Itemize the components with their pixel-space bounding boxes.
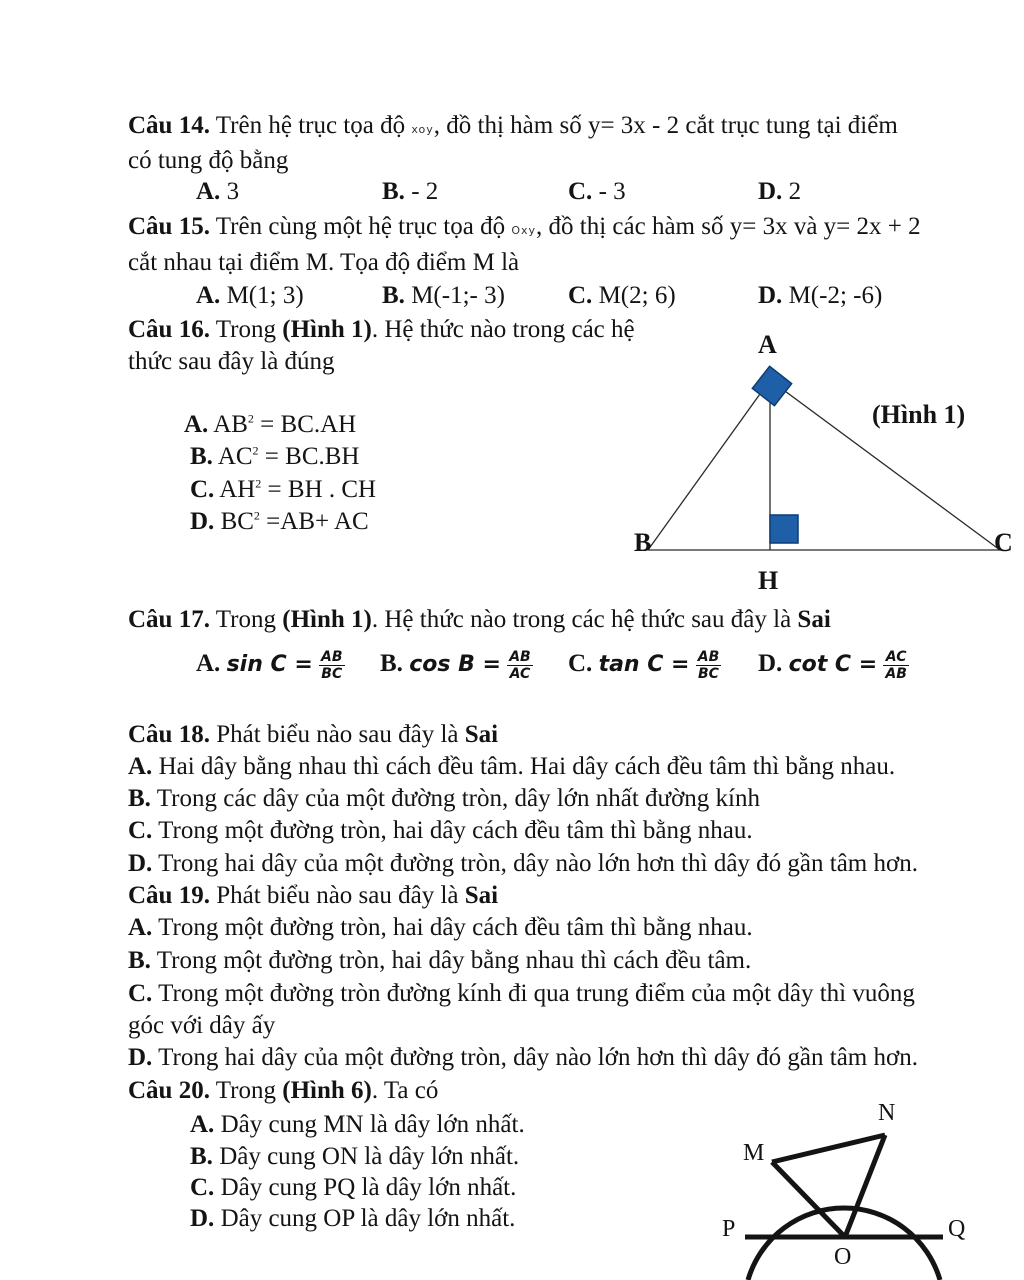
figure-6-label-p: P bbox=[722, 1216, 736, 1242]
q15-option-c: C. M(2; 6) bbox=[568, 282, 676, 309]
q20-option-b: B. Dây cung ON là dây lớn nhất. bbox=[190, 1143, 520, 1170]
q16-option-d: D. $BC^2 =AB+$ AC bbox=[190, 508, 369, 535]
q19-line1: Câu 19. Phát biểu nào sau đây là Sai bbox=[128, 882, 499, 909]
q17-number: Câu 17. bbox=[128, 606, 210, 633]
q18-line1: Câu 18. Phát biểu nào sau đây là Sai bbox=[128, 721, 499, 748]
q19-option-c-cont: góc với dây ấy bbox=[128, 1012, 276, 1039]
q16-option-c: C. $AH^2$ = BH . CH bbox=[190, 476, 377, 503]
figure-1-caption: (Hình 1) bbox=[872, 400, 966, 429]
fraction: $\frac{AB}{BC}$ bbox=[697, 648, 720, 682]
figure-6-label-n: N bbox=[878, 1100, 896, 1126]
q14-text-2: , đồ thị hàm số y= 3x - 2 cắt trục tung tại điểm bbox=[433, 112, 898, 139]
q19-emphasis: Sai bbox=[464, 882, 499, 909]
figure-1-label-a: A bbox=[758, 330, 777, 359]
q19-option-b: B. Trong một đường tròn, hai dây bằng nhau thì cách đều tâm. bbox=[128, 947, 752, 974]
q20-number: Câu 20. bbox=[128, 1077, 210, 1104]
q14-option-b: B. - 2 bbox=[382, 178, 439, 205]
q14-line2: có tung độ bằng bbox=[128, 147, 289, 174]
q17-option-b: B. cos B = $\frac{AB}{AC}$ bbox=[380, 648, 531, 682]
q14-axes: xoy bbox=[411, 123, 434, 136]
q19-number: Câu 19. bbox=[128, 882, 210, 909]
figure-1-label-b: B bbox=[634, 528, 652, 557]
q15-option-a: A. M(1; 3) bbox=[196, 282, 304, 309]
q20-option-d: D. Dây cung OP là dây lớn nhất. bbox=[190, 1205, 516, 1232]
q18-option-c: C. Trong một đường tròn, hai dây cách đều tâm thì bằng nhau. bbox=[128, 817, 753, 844]
q18-option-a: A. Hai dây bằng nhau thì cách đều tâm. Hai dây cách đều tâm thì bằng nhau. bbox=[128, 753, 896, 780]
figure-6-label-o: O bbox=[834, 1244, 852, 1270]
q15-option-d: D. M(-2; -6) bbox=[758, 282, 883, 309]
q18-number: Câu 18. bbox=[128, 721, 210, 748]
q14-option-d: D. 2 bbox=[758, 178, 802, 205]
q18-option-b: B. Trong các dây của một đường tròn, dây lớn nhất đường kính bbox=[128, 785, 760, 812]
q17-option-a: A. sin C = $\frac{AB}{BC}$ bbox=[196, 648, 343, 682]
q17-emphasis: Sai bbox=[797, 606, 831, 633]
q16-option-a: A. $AB^2 = BC.AH$ bbox=[184, 411, 357, 438]
q14-option-c: C. - 3 bbox=[568, 178, 626, 205]
q15-number: Câu 15. bbox=[128, 213, 210, 240]
fraction: $\frac{AB}{BC}$ bbox=[321, 648, 343, 682]
q16-option-b: B. $AC^2 = BC.BH$ bbox=[190, 443, 360, 470]
q15-line2: cắt nhau tại điểm M. Tọa độ điểm M là bbox=[128, 249, 520, 276]
q20-figure-ref: (Hình 6) bbox=[282, 1077, 372, 1104]
q19-option-d: D. Trong hai dây của một đường tròn, dây nào lớn hơn thì dây đó gần tâm hơn. bbox=[128, 1044, 918, 1071]
q17-figure-ref: (Hình 1) bbox=[282, 606, 372, 633]
chord-mn bbox=[772, 1135, 885, 1162]
q15-text-2: , đồ thị các hàm số y= 3x và y= 2x + 2 bbox=[536, 213, 921, 240]
q15-axes: Oxy bbox=[511, 224, 537, 237]
figure-1-label-h: H bbox=[758, 566, 779, 595]
q18-emphasis: Sai bbox=[464, 721, 499, 748]
q14-number: Câu 14. bbox=[128, 112, 210, 139]
q16-line2: thức sau đây là đúng bbox=[128, 348, 335, 375]
q17-line1: Câu 17. Trong (Hình 1). Hệ thức nào trong các hệ thức sau đây là Sai bbox=[128, 606, 831, 633]
q20-option-a: A. Dây cung MN là dây lớn nhất. bbox=[190, 1111, 525, 1138]
segment-on bbox=[845, 1135, 885, 1237]
figure-1-label-c: C bbox=[994, 528, 1013, 557]
q15-option-b: B. M(-1;- 3) bbox=[382, 282, 505, 309]
q16-line1: Câu 16. Trong (Hình 1). Hệ thức nào trong các hệ bbox=[128, 316, 635, 343]
q14-text: Trên hệ trục tọa độ bbox=[215, 112, 406, 139]
q17-option-c: C. tan C = $\frac{AB}{BC}$ bbox=[568, 648, 720, 682]
q16-number: Câu 16. bbox=[128, 316, 210, 343]
q20-line1: Câu 20. Trong (Hình 6). Ta có bbox=[128, 1077, 439, 1104]
q16-figure-ref: (Hình 1) bbox=[282, 316, 372, 343]
q18-option-d: D. Trong hai dây của một đường tròn, dây nào lớn hơn thì dây đó gần tâm hơn. bbox=[128, 850, 918, 877]
figure-6-label-m: M bbox=[743, 1140, 765, 1166]
fraction: $\frac{AC}{AB}$ bbox=[885, 648, 907, 682]
q19-option-c: C. Trong một đường tròn đường kính đi qua trung điểm của một dây thì vuông bbox=[128, 980, 915, 1007]
figure-6-label-q: Q bbox=[948, 1216, 966, 1242]
q17-option-d: D. cot C = $\frac{AC}{AB}$ bbox=[758, 648, 907, 682]
q15-text: Trên cùng một hệ trục tọa độ bbox=[215, 213, 506, 240]
q19-option-a: A. Trong một đường tròn, hai dây cách đều tâm thì bằng nhau. bbox=[128, 914, 753, 941]
q14-option-a: A. 3 bbox=[196, 178, 240, 205]
fraction: $\frac{AB}{AC}$ bbox=[509, 648, 531, 682]
q20-option-c: C. Dây cung PQ là dây lớn nhất. bbox=[190, 1174, 517, 1201]
